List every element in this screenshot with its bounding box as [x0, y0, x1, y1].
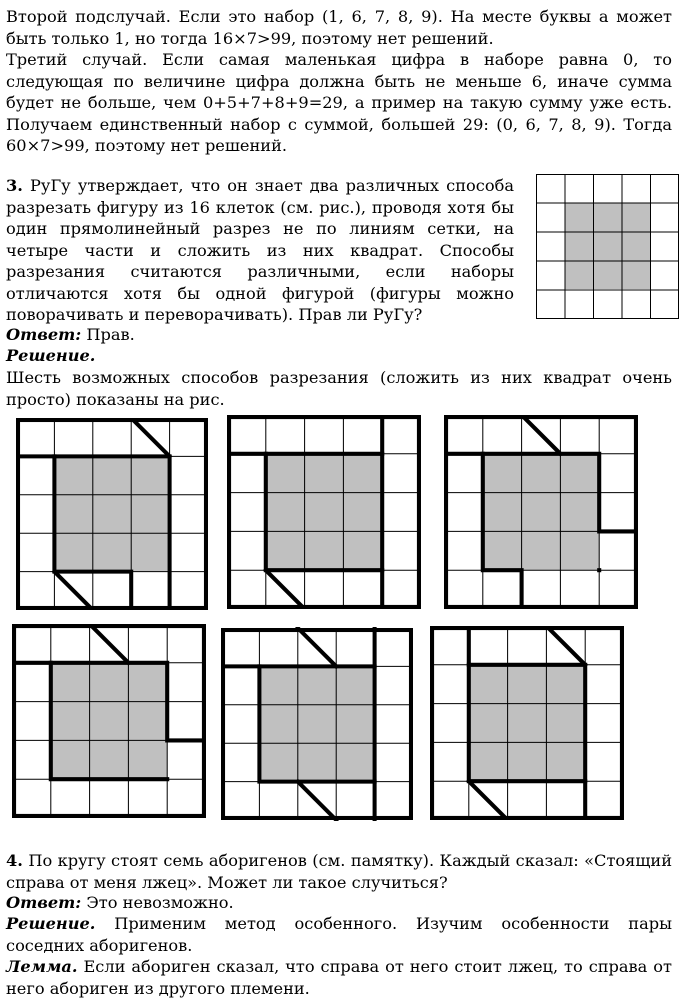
- problem-4-answer: Ответ: Это невозможно.: [6, 893, 234, 912]
- paragraph-subcase-2: Второй подслучай. Если это набор (1, 6, 7, 8, 9). На месте буквы a может быть только 1, но тогда 16×7>99, поэтому нет решений.: [6, 7, 672, 48]
- cutting-figure-4: [12, 624, 206, 818]
- cutting-figure-2: [227, 415, 421, 609]
- problem-3-solution-label: Решение.: [6, 346, 96, 365]
- cutting-figure-1: [16, 418, 208, 610]
- problem-3-solution: Шесть возможных способов разрезания (сложить из них квадрат очень просто) показаны на рис.: [6, 368, 672, 409]
- problem-3-statement: 3. РуГу утверждает, что он знает два различных способа разрезать фигуру из 16 клеток (см. рис.), проводя хотя бы один прямолинейный разрез не по линиям сетки, на четыре части и сложить из них квадрат. Способы разрезания считаются различными, если наборы отличаются хотя бы одной фигурой (фигуры можно поворачивать и переворачивать). Прав ли РуГу?: [6, 176, 514, 324]
- problem-3-answer: Ответ: Прав.: [6, 325, 135, 344]
- problem-4-lemma: Лемма. Если абориген сказал, что справа от него стоит лжец, то справа от него абориген из другого племени.: [6, 957, 672, 998]
- cutting-figure-6: [430, 626, 624, 820]
- problem-3-figure: [536, 174, 680, 320]
- problem-4-number: 4.: [6, 851, 23, 870]
- problem-3-number: 3.: [6, 176, 23, 195]
- paragraph-case-3: Третий случай. Если самая маленькая цифра в наборе равна 0, то следующая по величине цифра должна быть не меньше 6, иначе сумма будет не больше, чем 0+5+7+8+9=29, а пример на такую сумму уже есть. Получаем единственный набор с суммой, большей 29: (0, 6, 7, 8, 9). Тогда 60×7>99, поэтому нет решений.: [6, 50, 672, 155]
- problem-4-statement: 4. По кругу стоят семь аборигенов (см. памятку). Каждый сказал: «Стоящий справа от меня лжец». Может ли такое случиться?: [6, 851, 672, 892]
- cutting-figure-5: [221, 627, 413, 821]
- cutting-figure-3: [444, 415, 638, 609]
- problem-4-solution: Решение. Применим метод особенного. Изучим особенности пары соседних аборигенов.: [6, 914, 672, 955]
